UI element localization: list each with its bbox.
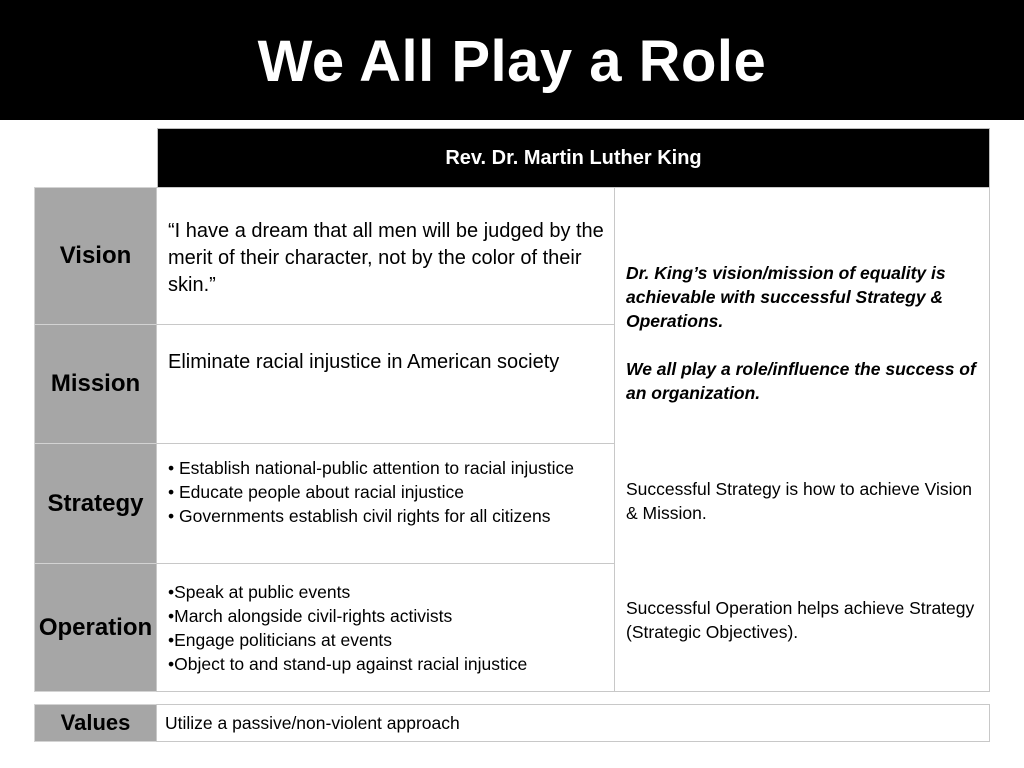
note-operation: Successful Operation helps achieve Strategy (Strategic Objectives).	[626, 598, 975, 642]
row-label-strategy: Strategy	[34, 443, 157, 564]
note-emphasis-vision: Dr. King’s vision/mission of equality is achievable with successful Strategy & Operations.	[626, 263, 946, 331]
table-header: Rev. Dr. Martin Luther King	[157, 128, 990, 188]
operation-content	[156, 563, 615, 692]
operation-item: •March alongside civil-rights activists	[168, 606, 453, 626]
mission-text: Eliminate racial injustice in American society	[168, 351, 560, 373]
operation-item: •Engage politicians at events	[168, 630, 393, 650]
note-strategy: Successful Strategy is how to achieve Vision & Mission.	[626, 479, 972, 523]
values-text: Utilize a passive/non-violent approach	[156, 704, 990, 742]
mission-content	[156, 324, 615, 444]
note-emphasis-role: We all play a role/influence the success of an organization.	[626, 359, 976, 403]
operation-item: •Object to and stand-up against racial injustice	[168, 654, 528, 674]
row-label-mission: Mission	[34, 324, 157, 444]
operation-item: •Speak at public events	[168, 582, 351, 602]
values-label: Values	[34, 704, 157, 742]
slide-title: We All Play a Role	[257, 29, 767, 94]
vision-content	[156, 187, 615, 325]
title-bar	[0, 0, 1024, 120]
strategy-item: • Establish national-public attention to racial injustice	[168, 458, 574, 478]
strategy-item: • Governments establish civil rights for all citizens	[168, 506, 551, 526]
strategy-content	[156, 443, 615, 564]
strategy-item: • Educate people about racial injustice	[168, 482, 465, 502]
vision-quote: “I have a dream that all men will be judged by the merit of their character, not by the color of their skin.”	[168, 220, 604, 296]
row-label-operation: Operation	[34, 563, 157, 692]
row-label-vision: Vision	[34, 187, 157, 325]
notes-column	[614, 187, 990, 692]
